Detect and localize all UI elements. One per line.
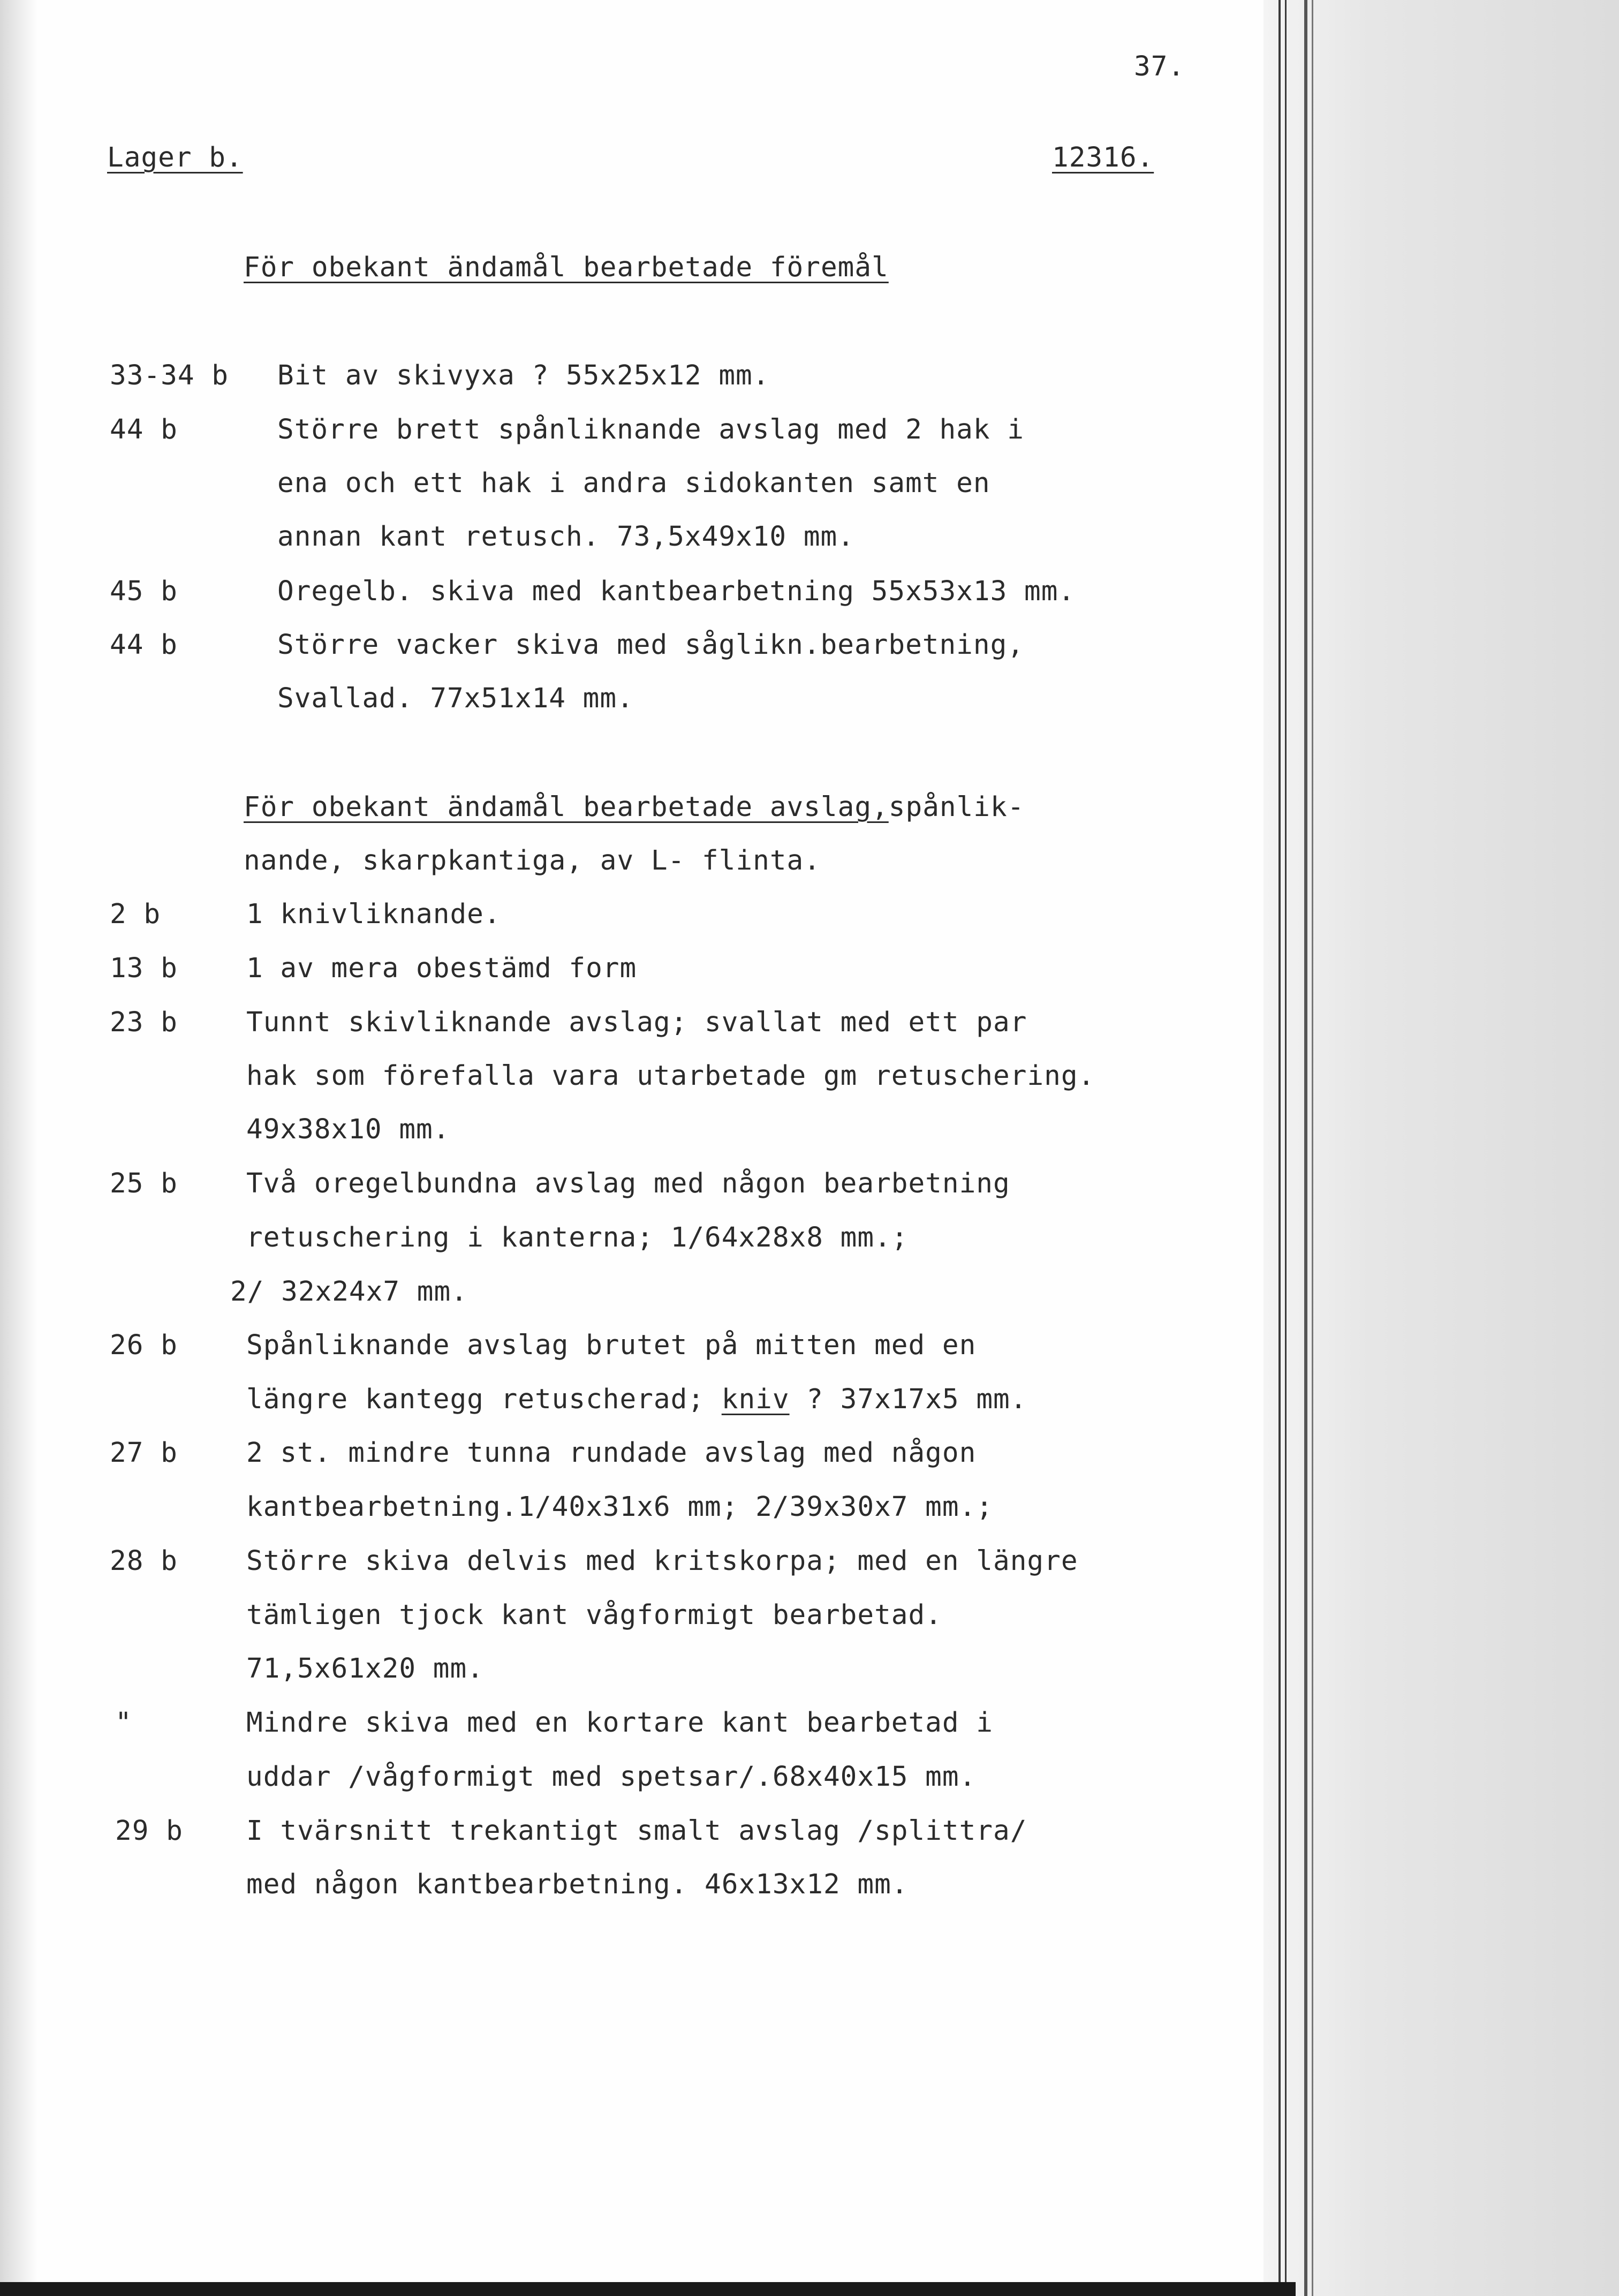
entry-text: Större skiva delvis med kritskorpa; med en längre xyxy=(246,1545,1078,1577)
entry-text: Två oregelbundna avslag med någon bearbetning xyxy=(246,1168,1010,1199)
entry-text: Större vacker skiva med såglikn.bearbetning, xyxy=(277,629,1025,661)
section1-heading: För obekant ändamål bearbetade föremål xyxy=(244,252,889,283)
entry-text: tämligen tjock kant vågformigt bearbetad. xyxy=(246,1599,942,1631)
entry-text: Tunnt skivliknande avslag; svallat med ett par xyxy=(246,1007,1027,1038)
section2-heading-underlined: För obekant ändamål bearbetade avslag, xyxy=(244,791,889,823)
scan-edge-bottom xyxy=(0,2282,1296,2296)
header-right: 12316. xyxy=(1052,142,1154,173)
entry-text-underlined: kniv xyxy=(721,1384,790,1415)
page-number: 37. xyxy=(1134,51,1185,82)
entry-text: 2 st. mindre tunna rundade avslag med någon xyxy=(246,1437,977,1469)
entry-number: 44 b xyxy=(110,414,178,445)
entry-number: 33-34 b xyxy=(110,360,229,391)
entry-text: 71,5x61x20 mm. xyxy=(246,1653,484,1685)
binding-line xyxy=(1285,0,1287,2296)
entry-text: kantbearbetning.1/40x31x6 mm; 2/39x30x7 mm.; xyxy=(246,1491,994,1523)
binding-line xyxy=(1304,0,1307,2296)
section2-heading xyxy=(244,791,1024,823)
entry-text-part: längre kantegg retuscherad; xyxy=(246,1384,722,1415)
entry-text: Svallad. 77x51x14 mm. xyxy=(277,683,634,714)
entry-text: I tvärsnitt trekantigt smalt avslag /splittra/ xyxy=(246,1815,1027,1847)
entry-text: hak som förefalla vara utarbetade gm retuschering. xyxy=(246,1060,1095,1092)
entry-text: 2/ 32x24x7 mm. xyxy=(230,1276,468,1308)
entry-number: 45 b xyxy=(110,576,178,607)
entry-number: " xyxy=(115,1707,132,1739)
entry-number: 2 b xyxy=(110,898,161,930)
scan-shadow-right xyxy=(1264,0,1619,2296)
entry-text: Spånliknande avslag brutet på mitten med en xyxy=(246,1330,977,1361)
entry-text: uddar /vågformigt med spetsar/.68x40x15 mm. xyxy=(246,1761,977,1793)
entry-text: 1 av mera obestämd form xyxy=(246,953,637,984)
entry-text: Oregelb. skiva med kantbearbetning 55x53x13 mm. xyxy=(277,576,1076,607)
entry-text: retuschering i kanterna; 1/64x28x8 mm.; xyxy=(246,1222,909,1253)
binding-line xyxy=(1312,0,1313,2296)
entry-text: med någon kantbearbetning. 46x13x12 mm. xyxy=(246,1869,909,1900)
entry-number: 26 b xyxy=(110,1330,178,1361)
scan-shadow-left xyxy=(0,0,37,2296)
entry-text: 1 knivliknande. xyxy=(246,898,501,930)
entry-text: ena och ett hak i andra sidokanten samt en xyxy=(277,467,990,499)
entry-number: 29 b xyxy=(115,1815,183,1847)
entry-number: 27 b xyxy=(110,1437,178,1469)
header-left: Lager b. xyxy=(107,142,243,173)
entry-number: 25 b xyxy=(110,1168,178,1199)
entry-text: annan kant retusch. 73,5x49x10 mm. xyxy=(277,521,854,553)
section2-heading-line2: nande, skarpkantiga, av L- flinta. xyxy=(244,845,821,877)
binding-line xyxy=(1278,0,1281,2296)
entry-number: 13 b xyxy=(110,953,178,984)
section2-heading-rest: spånlik- xyxy=(888,791,1025,823)
entry-text: Mindre skiva med en kortare kant bearbetad i xyxy=(246,1707,994,1739)
entry-number: 28 b xyxy=(110,1545,178,1577)
entry-number: 23 b xyxy=(110,1007,178,1038)
entry-text: Större brett spånliknande avslag med 2 hak i xyxy=(277,414,1025,445)
entry-text-part: ? 37x17x5 mm. xyxy=(789,1384,1027,1415)
entry-number: 44 b xyxy=(110,629,178,661)
entry-text: 49x38x10 mm. xyxy=(246,1114,450,1145)
entry-text xyxy=(246,1384,1027,1415)
entry-text: Bit av skivyxa ? 55x25x12 mm. xyxy=(277,360,770,391)
